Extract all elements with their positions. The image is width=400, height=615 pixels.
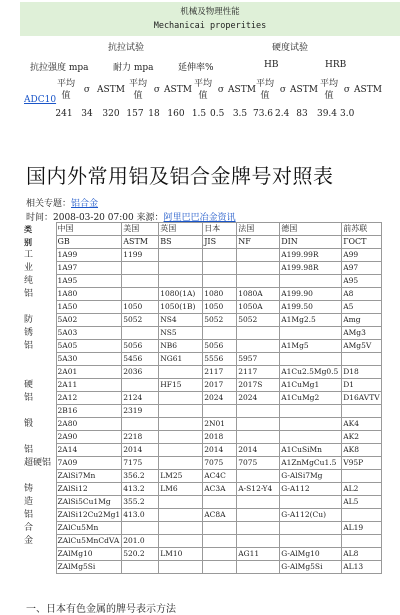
table-cell: 7075 xyxy=(203,457,237,470)
category-cell: 铝 xyxy=(24,445,34,455)
table-cell xyxy=(280,275,342,288)
table-cell: 2017 xyxy=(203,379,237,392)
table-cell: 2117 xyxy=(203,366,237,379)
table-cell: A5 xyxy=(342,301,381,314)
table-cell: AL19 xyxy=(342,522,381,535)
category-cell: 锈 xyxy=(24,328,34,338)
header-sigma: σ xyxy=(217,85,225,95)
hrb-label: HRB xyxy=(325,60,347,70)
table-cell xyxy=(342,535,381,548)
table-cell xyxy=(203,275,237,288)
table-cell: ASTM xyxy=(122,236,159,249)
table-row xyxy=(22,431,381,444)
table-cell: 中国 xyxy=(56,223,122,236)
table-cell xyxy=(237,275,280,288)
table-cell: AC3A xyxy=(203,483,237,496)
table-cell: 5556 xyxy=(203,353,237,366)
tensile-strength-label: 抗拉强度 mpa xyxy=(30,63,89,73)
table-cell: 2014 xyxy=(203,444,237,457)
category-cell: 锻 xyxy=(24,419,34,429)
table-cell xyxy=(122,288,159,301)
table-row xyxy=(22,483,381,496)
table-cell xyxy=(159,535,203,548)
table-cell: 5056 xyxy=(122,340,159,353)
table-cell xyxy=(280,353,342,366)
table-cell: 2024 xyxy=(203,392,237,405)
table-cell: A1Cu2.5Mg0.5 xyxy=(280,366,342,379)
hb-label: HB xyxy=(264,60,279,70)
table-cell xyxy=(280,431,342,444)
table-cell xyxy=(122,275,159,288)
table-cell: 201.0 xyxy=(122,535,159,548)
table-cell: 2B16 xyxy=(56,405,122,418)
table-row xyxy=(22,340,381,353)
value-cell: 0.5 xyxy=(210,109,225,119)
table-cell: 2218 xyxy=(122,431,159,444)
table-cell: 法国 xyxy=(237,223,280,236)
table-row xyxy=(22,275,381,288)
table-cell: 2A12 xyxy=(56,392,122,405)
table-cell: 1080(1A) xyxy=(159,288,203,301)
table-row xyxy=(22,522,381,535)
table-cell: DIN xyxy=(280,236,342,249)
table-cell xyxy=(159,418,203,431)
table-cell: D16AVTV xyxy=(342,392,381,405)
table-cell xyxy=(122,418,159,431)
table-cell xyxy=(237,418,280,431)
table-cell xyxy=(237,262,280,275)
elongation-label: 延伸率% xyxy=(178,63,214,73)
value-cell: 3.5 xyxy=(232,109,248,119)
category-cell: 金 xyxy=(24,536,34,546)
table-row xyxy=(22,470,381,483)
table-cell: 7075 xyxy=(237,457,280,470)
table-cell: A1CuMg2 xyxy=(280,392,342,405)
table-cell xyxy=(122,262,159,275)
category-cell: 铝 xyxy=(24,341,34,351)
header-avg: 平均值 xyxy=(128,79,147,101)
table-cell xyxy=(280,327,342,340)
table-cell: 1199 xyxy=(122,249,159,262)
table-cell: 1050 xyxy=(203,301,237,314)
table-cell: AL8 xyxy=(342,548,381,561)
table-row xyxy=(22,314,381,327)
table-header-row xyxy=(22,223,381,236)
mech-properties-header xyxy=(20,2,400,36)
value-cell: 83 xyxy=(296,109,308,119)
table-cell xyxy=(203,548,237,561)
header-avg: 平均值 xyxy=(56,79,75,101)
table-cell xyxy=(159,392,203,405)
table-cell xyxy=(159,262,203,275)
table-cell xyxy=(203,249,237,262)
table-cell: 355.2 xyxy=(122,496,159,509)
table-cell xyxy=(159,496,203,509)
hardness-test-label: 硬度试验 xyxy=(272,43,309,53)
table-row xyxy=(22,366,381,379)
value-cell: 160 xyxy=(167,109,185,119)
table-cell xyxy=(237,405,280,418)
table-row xyxy=(22,509,381,522)
table-row xyxy=(22,262,381,275)
grade-comparison-table xyxy=(22,222,382,574)
table-cell: A199.99R xyxy=(280,249,342,262)
table-cell: 2014 xyxy=(122,444,159,457)
table-cell: AK2 xyxy=(342,431,381,444)
table-cell: JIS xyxy=(203,236,237,249)
table-cell: 7175 xyxy=(122,457,159,470)
category-cell: 类 xyxy=(24,224,32,234)
table-cell: A95 xyxy=(342,275,381,288)
table-cell: A8 xyxy=(342,288,381,301)
table-cell: ZAlCu5Mn xyxy=(56,522,122,535)
table-cell xyxy=(237,509,280,522)
related-topic xyxy=(26,196,98,209)
value-cell: 34 xyxy=(81,109,93,119)
related-link[interactable]: 铝合金 xyxy=(71,199,99,209)
table-cell: NG61 xyxy=(159,353,203,366)
value-cell: 2.4 xyxy=(275,109,290,119)
table-cell: 1050 xyxy=(122,301,159,314)
table-row xyxy=(22,405,381,418)
mech-title-en: Mechanicai properities xyxy=(153,21,267,31)
table-cell: GB xyxy=(56,236,122,249)
table-cell: 1A99 xyxy=(56,249,122,262)
value-cell: 1.5 xyxy=(191,109,207,119)
header-sigma: σ xyxy=(279,85,287,95)
table-cell: BS xyxy=(159,236,203,249)
table-cell: 1080A xyxy=(237,288,280,301)
table-cell: ZAlCu5MnCdVA xyxy=(56,535,122,548)
table-row xyxy=(22,392,381,405)
footer-heading: 一、日本有色金属的牌号表示方法 xyxy=(26,604,176,615)
table-cell xyxy=(237,431,280,444)
category-cell xyxy=(22,301,56,314)
value-cell: 39.4 xyxy=(316,109,338,119)
table-cell xyxy=(159,275,203,288)
mechanical-properties-table xyxy=(0,78,400,120)
table-cell xyxy=(159,561,203,574)
table-cell xyxy=(342,405,381,418)
table-cell: 1080 xyxy=(203,288,237,301)
table-cell xyxy=(159,509,203,522)
table-cell: LM25 xyxy=(159,470,203,483)
header-avg: 平均值 xyxy=(319,79,338,101)
table-row xyxy=(22,418,381,431)
table-cell xyxy=(237,470,280,483)
table-cell: ZAlSi7Mn xyxy=(56,470,122,483)
mech-title-cn: 机械及物理性能 xyxy=(180,7,240,17)
table-cell: ZAlSi12 xyxy=(56,483,122,496)
table-cell xyxy=(342,509,381,522)
table-cell xyxy=(237,249,280,262)
table-cell: 5A30 xyxy=(56,353,122,366)
table-cell: A1Mg2.5 xyxy=(280,314,342,327)
table-cell xyxy=(237,340,280,353)
header-avg: 平均值 xyxy=(193,79,212,101)
table-cell: 1A97 xyxy=(56,262,122,275)
table-cell xyxy=(237,327,280,340)
table-cell: LM6 xyxy=(159,483,203,496)
category-cell: 合 xyxy=(24,523,34,533)
table-cell: A1ZnMgCu1.5 xyxy=(280,457,342,470)
table-cell xyxy=(280,418,342,431)
value-cell: 157 xyxy=(126,109,144,119)
table-cell xyxy=(159,249,203,262)
tensile-test-label: 抗拉试验 xyxy=(108,43,145,53)
table-cell xyxy=(122,522,159,535)
table-cell: ZAlSi5Cu1Mg xyxy=(56,496,122,509)
table-cell: 2A14 xyxy=(56,444,122,457)
table-cell xyxy=(203,496,237,509)
table-cell: 2017S xyxy=(237,379,280,392)
table-row xyxy=(22,288,381,301)
table-cell: AMg3 xyxy=(342,327,381,340)
table-cell: ZAlSi12Cu2Mg1 xyxy=(56,509,122,522)
table-cell xyxy=(159,444,203,457)
table-cell: LM10 xyxy=(159,548,203,561)
table-row xyxy=(22,249,381,262)
table-cell: 1A80 xyxy=(56,288,122,301)
table-cell: G-A112 xyxy=(280,483,342,496)
table-row xyxy=(22,444,381,457)
table-cell: 前苏联 xyxy=(342,223,381,236)
table-cell: G-AlMg5Si xyxy=(280,561,342,574)
table-cell: 1A50 xyxy=(56,301,122,314)
value-cell: 241 xyxy=(55,109,73,119)
table-cell xyxy=(237,561,280,574)
related-label: 相关专题： xyxy=(26,199,72,209)
table-cell xyxy=(122,561,159,574)
category-cell xyxy=(22,405,56,418)
table-cell: 5957 xyxy=(237,353,280,366)
table-row xyxy=(22,548,381,561)
header-sigma: σ xyxy=(343,85,351,95)
table-cell: 5052 xyxy=(237,314,280,327)
table-cell: ГОСТ xyxy=(342,236,381,249)
table-cell: AK4 xyxy=(342,418,381,431)
table-cell: A99 xyxy=(342,249,381,262)
category-cell xyxy=(22,470,56,483)
value-cell: 320 xyxy=(102,109,120,119)
time-source-label: 时间：2008-03-20 07:00 来源： xyxy=(26,213,164,223)
table-cell: AC8A xyxy=(203,509,237,522)
table-cell xyxy=(280,522,342,535)
table-cell xyxy=(122,379,159,392)
table-cell: HF15 xyxy=(159,379,203,392)
table-cell: 2124 xyxy=(122,392,159,405)
header-astm: ASTM xyxy=(164,85,192,95)
table-cell: A1CuMg1 xyxy=(280,379,342,392)
table-cell: 5052 xyxy=(122,314,159,327)
table-cell xyxy=(159,366,203,379)
table-cell: 5456 xyxy=(122,353,159,366)
table-cell: NS4 xyxy=(159,314,203,327)
table-cell: 2N01 xyxy=(203,418,237,431)
category-cell: 铝 xyxy=(24,510,34,520)
table-cell: 5A03 xyxy=(56,327,122,340)
table-cell: 7A09 xyxy=(56,457,122,470)
table-cell: 2036 xyxy=(122,366,159,379)
table-row xyxy=(22,301,381,314)
table-cell xyxy=(237,496,280,509)
table-cell: 5056 xyxy=(203,340,237,353)
yield-strength-label: 耐力 mpa xyxy=(113,63,154,73)
table-cell: 2018 xyxy=(203,431,237,444)
table-row xyxy=(22,535,381,548)
value-cell: 18 xyxy=(148,109,160,119)
table-cell xyxy=(159,431,203,444)
category-cell: 超硬铝 xyxy=(24,458,52,468)
category-cell: 别 xyxy=(24,237,32,247)
table-cell: AMg5V xyxy=(342,340,381,353)
table-cell xyxy=(122,327,159,340)
table-cell xyxy=(237,522,280,535)
table-cell xyxy=(159,457,203,470)
category-cell xyxy=(22,353,56,366)
table-cell: AL5 xyxy=(342,496,381,509)
category-cell xyxy=(22,431,56,444)
category-cell: 工 xyxy=(24,250,34,260)
table-cell xyxy=(159,405,203,418)
table-cell: V95P xyxy=(342,457,381,470)
table-cell xyxy=(237,535,280,548)
table-cell: 英国 xyxy=(159,223,203,236)
table-cell xyxy=(159,522,203,535)
category-cell: 防 xyxy=(24,315,34,325)
table-cell: NB6 xyxy=(159,340,203,353)
table-cell: Amg xyxy=(342,314,381,327)
table-row xyxy=(22,327,381,340)
table-cell: 2A11 xyxy=(56,379,122,392)
table-cell: 2A80 xyxy=(56,418,122,431)
table-cell: A-S12-Y4 xyxy=(237,483,280,496)
table-cell: G-A112(Cu) xyxy=(280,509,342,522)
header-astm: ASTM xyxy=(228,85,256,95)
table-cell: D1 xyxy=(342,379,381,392)
table-cell: 日本 xyxy=(203,223,237,236)
table-cell: 美国 xyxy=(122,223,159,236)
table-cell: A199.98R xyxy=(280,262,342,275)
table-cell: ZAlMg10 xyxy=(56,548,122,561)
category-cell xyxy=(22,561,56,574)
table-cell xyxy=(203,522,237,535)
table-cell xyxy=(280,535,342,548)
table-cell: A199.50 xyxy=(280,301,342,314)
table-cell: AL2 xyxy=(342,483,381,496)
category-cell xyxy=(22,366,56,379)
table-header-row xyxy=(22,236,381,249)
table-cell: ZAlMg5Si xyxy=(56,561,122,574)
category-cell: 硬 xyxy=(24,380,34,390)
table-cell: 2A01 xyxy=(56,366,122,379)
header-astm: ASTM xyxy=(290,85,318,95)
table-cell xyxy=(342,353,381,366)
header-astm: ASTM xyxy=(354,85,382,95)
table-cell: NS5 xyxy=(159,327,203,340)
category-cell: 铝 xyxy=(24,393,34,403)
table-cell: 1050A xyxy=(237,301,280,314)
table-cell xyxy=(203,327,237,340)
table-cell: 2014 xyxy=(237,444,280,457)
table-cell: 520.2 xyxy=(122,548,159,561)
category-cell: 业 xyxy=(24,263,34,273)
category-cell: 纯 xyxy=(24,276,34,286)
table-cell xyxy=(203,405,237,418)
table-cell: 1A95 xyxy=(56,275,122,288)
table-cell: 2319 xyxy=(122,405,159,418)
table-cell: 356.2 xyxy=(122,470,159,483)
category-cell: 铸 xyxy=(24,484,34,494)
table-cell: 413.0 xyxy=(122,509,159,522)
table-cell: 5052 xyxy=(203,314,237,327)
table-cell: D18 xyxy=(342,366,381,379)
table-cell: AC4C xyxy=(203,470,237,483)
table-cell: 5A02 xyxy=(56,314,122,327)
header-astm: ASTM xyxy=(97,85,125,95)
header-avg: 平均值 xyxy=(255,79,274,101)
table-cell xyxy=(342,470,381,483)
table-cell: A1CuSiMn xyxy=(280,444,342,457)
value-cell: 3.0 xyxy=(340,109,355,119)
table-cell: 2024 xyxy=(237,392,280,405)
table-cell: A1Mg5 xyxy=(280,340,342,353)
table-cell: 2117 xyxy=(237,366,280,379)
table-row xyxy=(22,496,381,509)
source-link[interactable]: 阿里巴巴冶金资讯 xyxy=(163,213,236,223)
table-cell: G-AlMg10 xyxy=(280,548,342,561)
table-cell: AL13 xyxy=(342,561,381,574)
category-cell: 铝 xyxy=(24,289,34,299)
table-cell xyxy=(203,262,237,275)
table-cell: G-AlSi7Mg xyxy=(280,470,342,483)
table-cell: AG11 xyxy=(237,548,280,561)
table-cell: A199.90 xyxy=(280,288,342,301)
table-row xyxy=(22,379,381,392)
category-cell: 造 xyxy=(24,497,34,507)
table-cell: 1050(1B) xyxy=(159,301,203,314)
table-row xyxy=(22,353,381,366)
table-cell: NF xyxy=(237,236,280,249)
table-row xyxy=(22,457,381,470)
page-title: 国内外常用铝及铝合金牌号对照表 xyxy=(26,164,334,188)
table-cell xyxy=(280,496,342,509)
table-cell: A97 xyxy=(342,262,381,275)
table-cell: AK8 xyxy=(342,444,381,457)
value-cell: 73.6 xyxy=(252,109,274,119)
table-cell xyxy=(280,405,342,418)
table-cell: 2A90 xyxy=(56,431,122,444)
table-cell: 5A05 xyxy=(56,340,122,353)
table-cell: 德国 xyxy=(280,223,342,236)
table-cell xyxy=(203,561,237,574)
adc10-link[interactable]: ADC10 xyxy=(24,95,57,105)
table-row xyxy=(22,561,381,574)
header-sigma: σ xyxy=(153,85,161,95)
table-cell xyxy=(203,535,237,548)
category-cell xyxy=(22,548,56,561)
header-sigma: σ xyxy=(83,85,91,95)
table-cell: 413.2 xyxy=(122,483,159,496)
